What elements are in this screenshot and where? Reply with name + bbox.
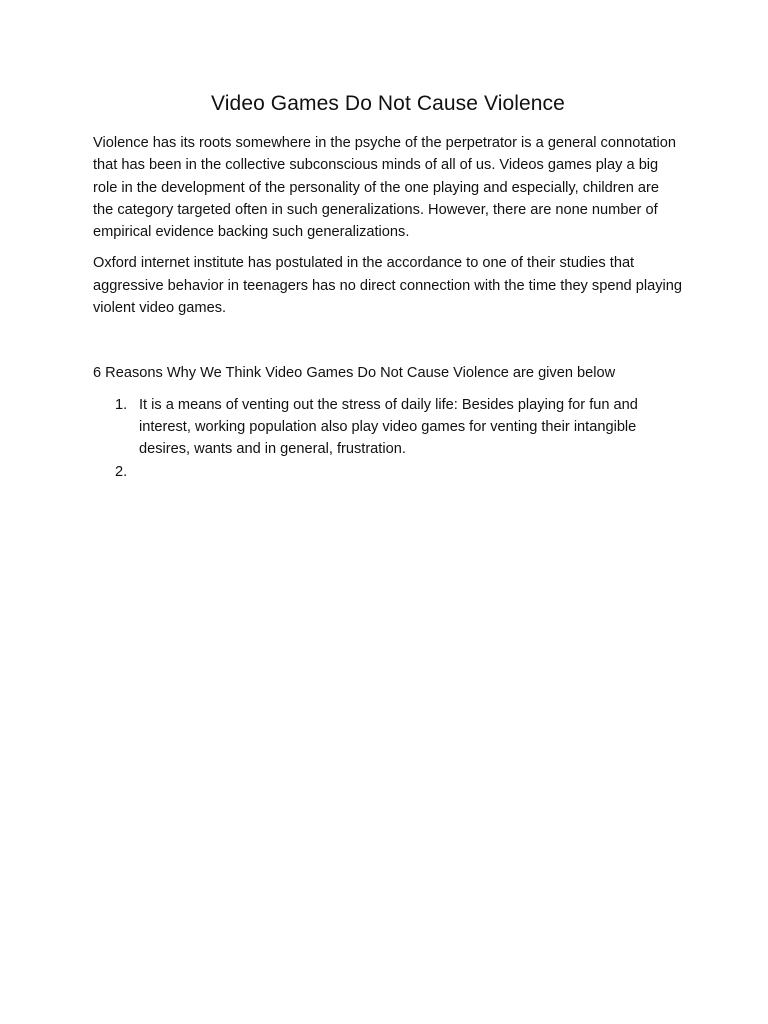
- paragraph-intro: Violence has its roots somewhere in the psyche of the perpetrator is a general connotation that has been in the collective subconscious minds of all of us. Videos games play a big role in the development of the personality of the one playing and especially, children are the category targeted often in such generalizations. However, there are none number of empirical evidence backing such generalizations.: [93, 135, 677, 241]
- blank-line: [93, 328, 683, 362]
- document-body: [93, 90, 683, 480]
- list-item: [93, 394, 683, 461]
- list-item-number: 2.: [115, 463, 128, 480]
- document-title: Video Games Do Not Cause Violence: [211, 92, 565, 115]
- list-item-text: It is a means of venting out the stress of daily life: Besides playing for fun and interest, working population also play video games for venting their intangible desires, wants and in general, frustration.: [139, 396, 638, 458]
- list-intro: 6 Reasons Why We Think Video Games Do Not Cause Violence are given below: [93, 365, 616, 382]
- list-item-number: 1.: [115, 396, 128, 413]
- reasons-list: [93, 394, 683, 480]
- paragraph-oxford: Oxford internet institute has postulated in the accordance to one of their studies that aggressive behavior in teenagers has no direct connection with the time they spend playing violent video games.: [93, 255, 682, 317]
